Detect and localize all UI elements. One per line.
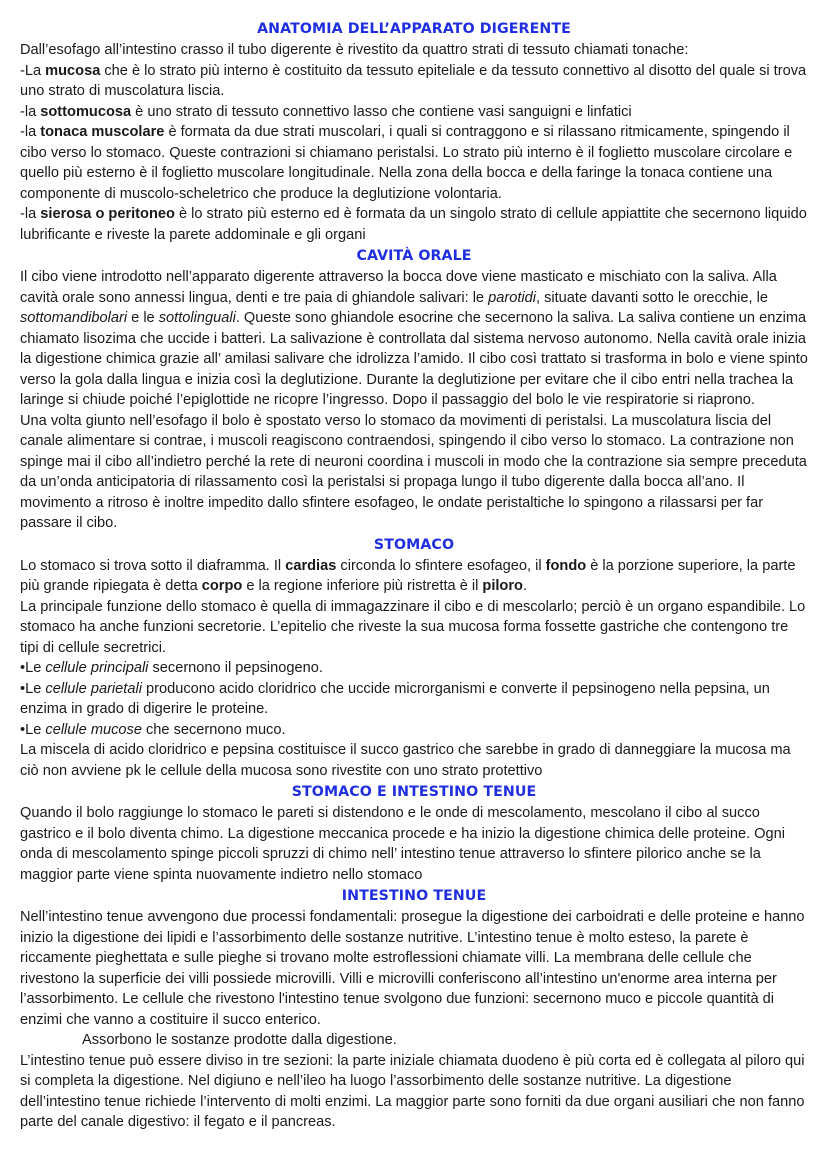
term-muscolare: tonaca muscolare bbox=[40, 124, 165, 140]
paragraph-sierosa bbox=[20, 204, 808, 245]
paragraph-muscolare bbox=[20, 122, 808, 204]
paragraph-sottomucosa bbox=[20, 102, 808, 123]
text-prefix: -la bbox=[20, 124, 41, 140]
term-sottomucosa: sottomucosa bbox=[40, 103, 132, 120]
text-run: è la porzione superiore, la parte più grande ripiegata è detta bbox=[20, 557, 796, 594]
paragraph-cavita-1 bbox=[20, 267, 808, 411]
bullet-prefix: •Le bbox=[20, 660, 46, 676]
heading-cavita-orale: CAVITÀ ORALE bbox=[356, 248, 472, 264]
text-run: Il cibo viene introdotto nell’apparato digerente attraverso la bocca dove viene masticato e mischiato con la saliva. Alla cavità orale sono annessi lingua, denti e tre paia di ghiandole salivari: le bbox=[20, 269, 777, 306]
text-body: che secernono muco. bbox=[141, 721, 286, 738]
term-parotidi: parotidi bbox=[488, 289, 536, 306]
text-prefix: -la bbox=[20, 103, 41, 120]
bullet-cellule-parietali bbox=[20, 679, 808, 720]
heading-stomaco-intestino: STOMACO E INTESTINO TENUE bbox=[291, 784, 537, 800]
bullet-prefix: •Le bbox=[20, 721, 46, 738]
paragraph-intestino-1: Nell’intestino tenue avvengono due processi fondamentali: prosegue la digestione dei carboidrati e delle proteine e hanno inizio la digestione dei lipidi e l’assorbimento delle sostanze nutritive. L’intestino tenue è molto esteso, la parete è riccamente pieghettata e sulle pieghe si trovano molte estroflessioni chiamate villi. La membrana delle cellule che rivestono la superficie dei villi possiede microvilli. Villi e microvilli conferiscono all’intestino un'enorme area interna per l’assorbimento. Le cellule che rivestono l'intestino tenue svolgono due funzioni: secernono muco e piccole quantità di enzimi che vanno a costituire il succo enterico. bbox=[20, 909, 805, 1028]
text-run: . Queste sono ghiandole esocrine che secernono la saliva. La saliva contiene un enzima chiamato lisozima che uccide i batteri. La salivazione è controllata dal sistema nervoso autonomo. Nella cavità orale inizia la digestione chimica grazie all’ amilasi salivare che idrolizza l’amido. Il cibo così trattato si trasforma in bolo e viene spinto verso la gola dalla lingua e inizia così la deglutizione. Durante la deglutizione per evitare che il cibo entri nella trachea la laringe si chiude poiché l’epiglottide ne ricopre l’ingresso. Dopo il passaggio del bolo le vie respiratorie si riaprono. bbox=[20, 310, 808, 408]
paragraph-intro: Dall’esofago all’intestino crasso il tubo digerente è rivestito da quattro strati di tessuto chiamati tonache: bbox=[20, 42, 689, 58]
paragraph-stomaco-intestino: Quando il bolo raggiunge lo stomaco le pareti si distendono e le onde di mescolamento, mescolano il cibo al succo gastrico e il bolo diventa chimo. La digestione meccanica procede e ha inizio la digestione chimica delle proteine. Ogni onda di mescolamento spinge piccoli spruzzi di chimo nell’ intestino tenue attraverso lo sfintere pilorico anche se la maggior parte viene spinta nuovamente indietro nello stomaco bbox=[20, 805, 785, 883]
text-run: Lo stomaco si trova sotto il diaframma. Il bbox=[20, 557, 286, 574]
heading-anatomia: ANATOMIA DELL’APPARATO DIGERENTE bbox=[257, 21, 571, 37]
text-run: . bbox=[522, 578, 528, 594]
heading-intestino-tenue: INTESTINO TENUE bbox=[341, 888, 487, 904]
paragraph-mucosa bbox=[20, 61, 808, 102]
text-body: è lo strato più esterno ed è formata da un singolo strato di cellule appiattite che secernono liquido lubrificante e riveste la parete addominale e gli organi bbox=[20, 206, 807, 243]
paragraph-stomaco-3: La miscela di acido cloridrico e pepsina costituisce il succo gastrico che sarebbe in grado di danneggiare la mucosa ma ciò non avviene pk le cellule della mucosa sono rivestite con uno strato protettivo bbox=[20, 742, 791, 779]
term-cellule-principali: cellule principali bbox=[45, 660, 149, 676]
paragraph-intestino-2: Assorbono le sostanze prodotte dalla digestione. bbox=[82, 1032, 397, 1048]
term-sottolinguali: sottolinguali bbox=[158, 310, 236, 326]
bullet-prefix: •Le bbox=[20, 680, 46, 697]
term-cellule-mucose: cellule mucose bbox=[45, 721, 142, 738]
term-corpo: corpo bbox=[201, 578, 243, 594]
term-cellule-parietali: cellule parietali bbox=[45, 680, 142, 697]
text-run: e la regione inferiore più ristretta è il bbox=[242, 578, 483, 594]
bullet-cellule-mucose bbox=[20, 720, 808, 741]
term-piloro: piloro bbox=[482, 578, 523, 594]
text-body: è uno strato di tessuto connettivo lasso che contiene vasi sanguigni e linfatici bbox=[131, 103, 632, 120]
paragraph-stomaco-1 bbox=[20, 556, 808, 597]
heading-stomaco: STOMACO bbox=[373, 536, 455, 553]
term-mucosa: mucosa bbox=[45, 62, 101, 79]
paragraph-stomaco-2: La principale funzione dello stomaco è quella di immagazzinare il cibo e di mescolarlo; perciò è un organo espandibile. Lo stomaco ha anche funzioni secretorie. L’epitelio che riveste la sua mucosa forma fossette gastriche che contengono tre tipi di cellule secretrici. bbox=[20, 598, 806, 656]
text-run: circonda lo sfintere esofageo, il bbox=[336, 557, 546, 574]
text-prefix: -La bbox=[20, 62, 46, 79]
text-body: è formata da due strati muscolari, i quali si contraggono e si rilassano ritmicamente, spingendo il cibo verso lo stomaco. Queste contrazioni si chiamano peristalsi. Lo strato più interno è il foglietto muscolare circolare e quello più esterno è il foglietto muscolare longitudinale. Nella zona della bocca e della faringe la tonaca contiene una componente di muscolo-scheletrico che produce la deglutizione volontaria. bbox=[20, 124, 793, 202]
bullet-cellule-principali bbox=[20, 658, 808, 679]
paragraph-intestino-3: L’intestino tenue può essere diviso in tre sezioni: la parte iniziale chiamata duodeno è più corta ed è collegata al piloro qui si completa la digestione. Nel digiuno e nell’ileo ha luogo l’assorbimento delle sostanze nutritive. La digestione dell’intestino tenue richiede l’intervento di molti enzimi. La maggior parte sono forniti da due organi ausiliari che non fanno parte del canale digestivo: il fegato e il pancreas. bbox=[20, 1052, 805, 1130]
term-sierosa: sierosa o peritoneo bbox=[40, 206, 175, 222]
text-body: che è lo strato più interno è costituito da tessuto epiteliale e da tessuto connettivo al disotto del quale si trova uno strato di muscolatura liscia. bbox=[20, 62, 807, 99]
text-run: , situate davanti sotto le orecchie, le bbox=[535, 289, 768, 306]
term-cardias: cardias bbox=[285, 557, 337, 574]
paragraph-cavita-2: Una volta giunto nell’esofago il bolo è spostato verso lo stomaco da movimenti di peristalsi. La muscolatura liscia del canale alimentare si contrae, i muscoli reagiscono contraendosi, spingendo il cibo verso lo stomaco. La contrazione non spinge mai il cibo all’indietro perché la rete di neuroni coordina i muscoli in modo che la contrazione sia sempre preceduta da un’onda anticipatoria di rilassamento così la peristalsi si propaga lungo il tubo digerente dalla bocca all’ano. Il movimento a ritroso è inoltre impedito dallo sfintere esofageo, le ondate peristaltiche lo spingono a rilassarsi per far passare il cibo. bbox=[20, 412, 807, 531]
term-sottomandibolari: sottomandibolari bbox=[20, 310, 128, 326]
term-fondo: fondo bbox=[545, 557, 587, 574]
text-prefix: -la bbox=[20, 206, 41, 222]
text-run: e le bbox=[127, 310, 159, 326]
text-body: secernono il pepsinogeno. bbox=[148, 660, 323, 676]
text-body: producono acido cloridrico che uccide microrganismi e converte il pepsinogeno nella pepsina, un enzima in grado di digerire le proteine. bbox=[20, 680, 770, 717]
